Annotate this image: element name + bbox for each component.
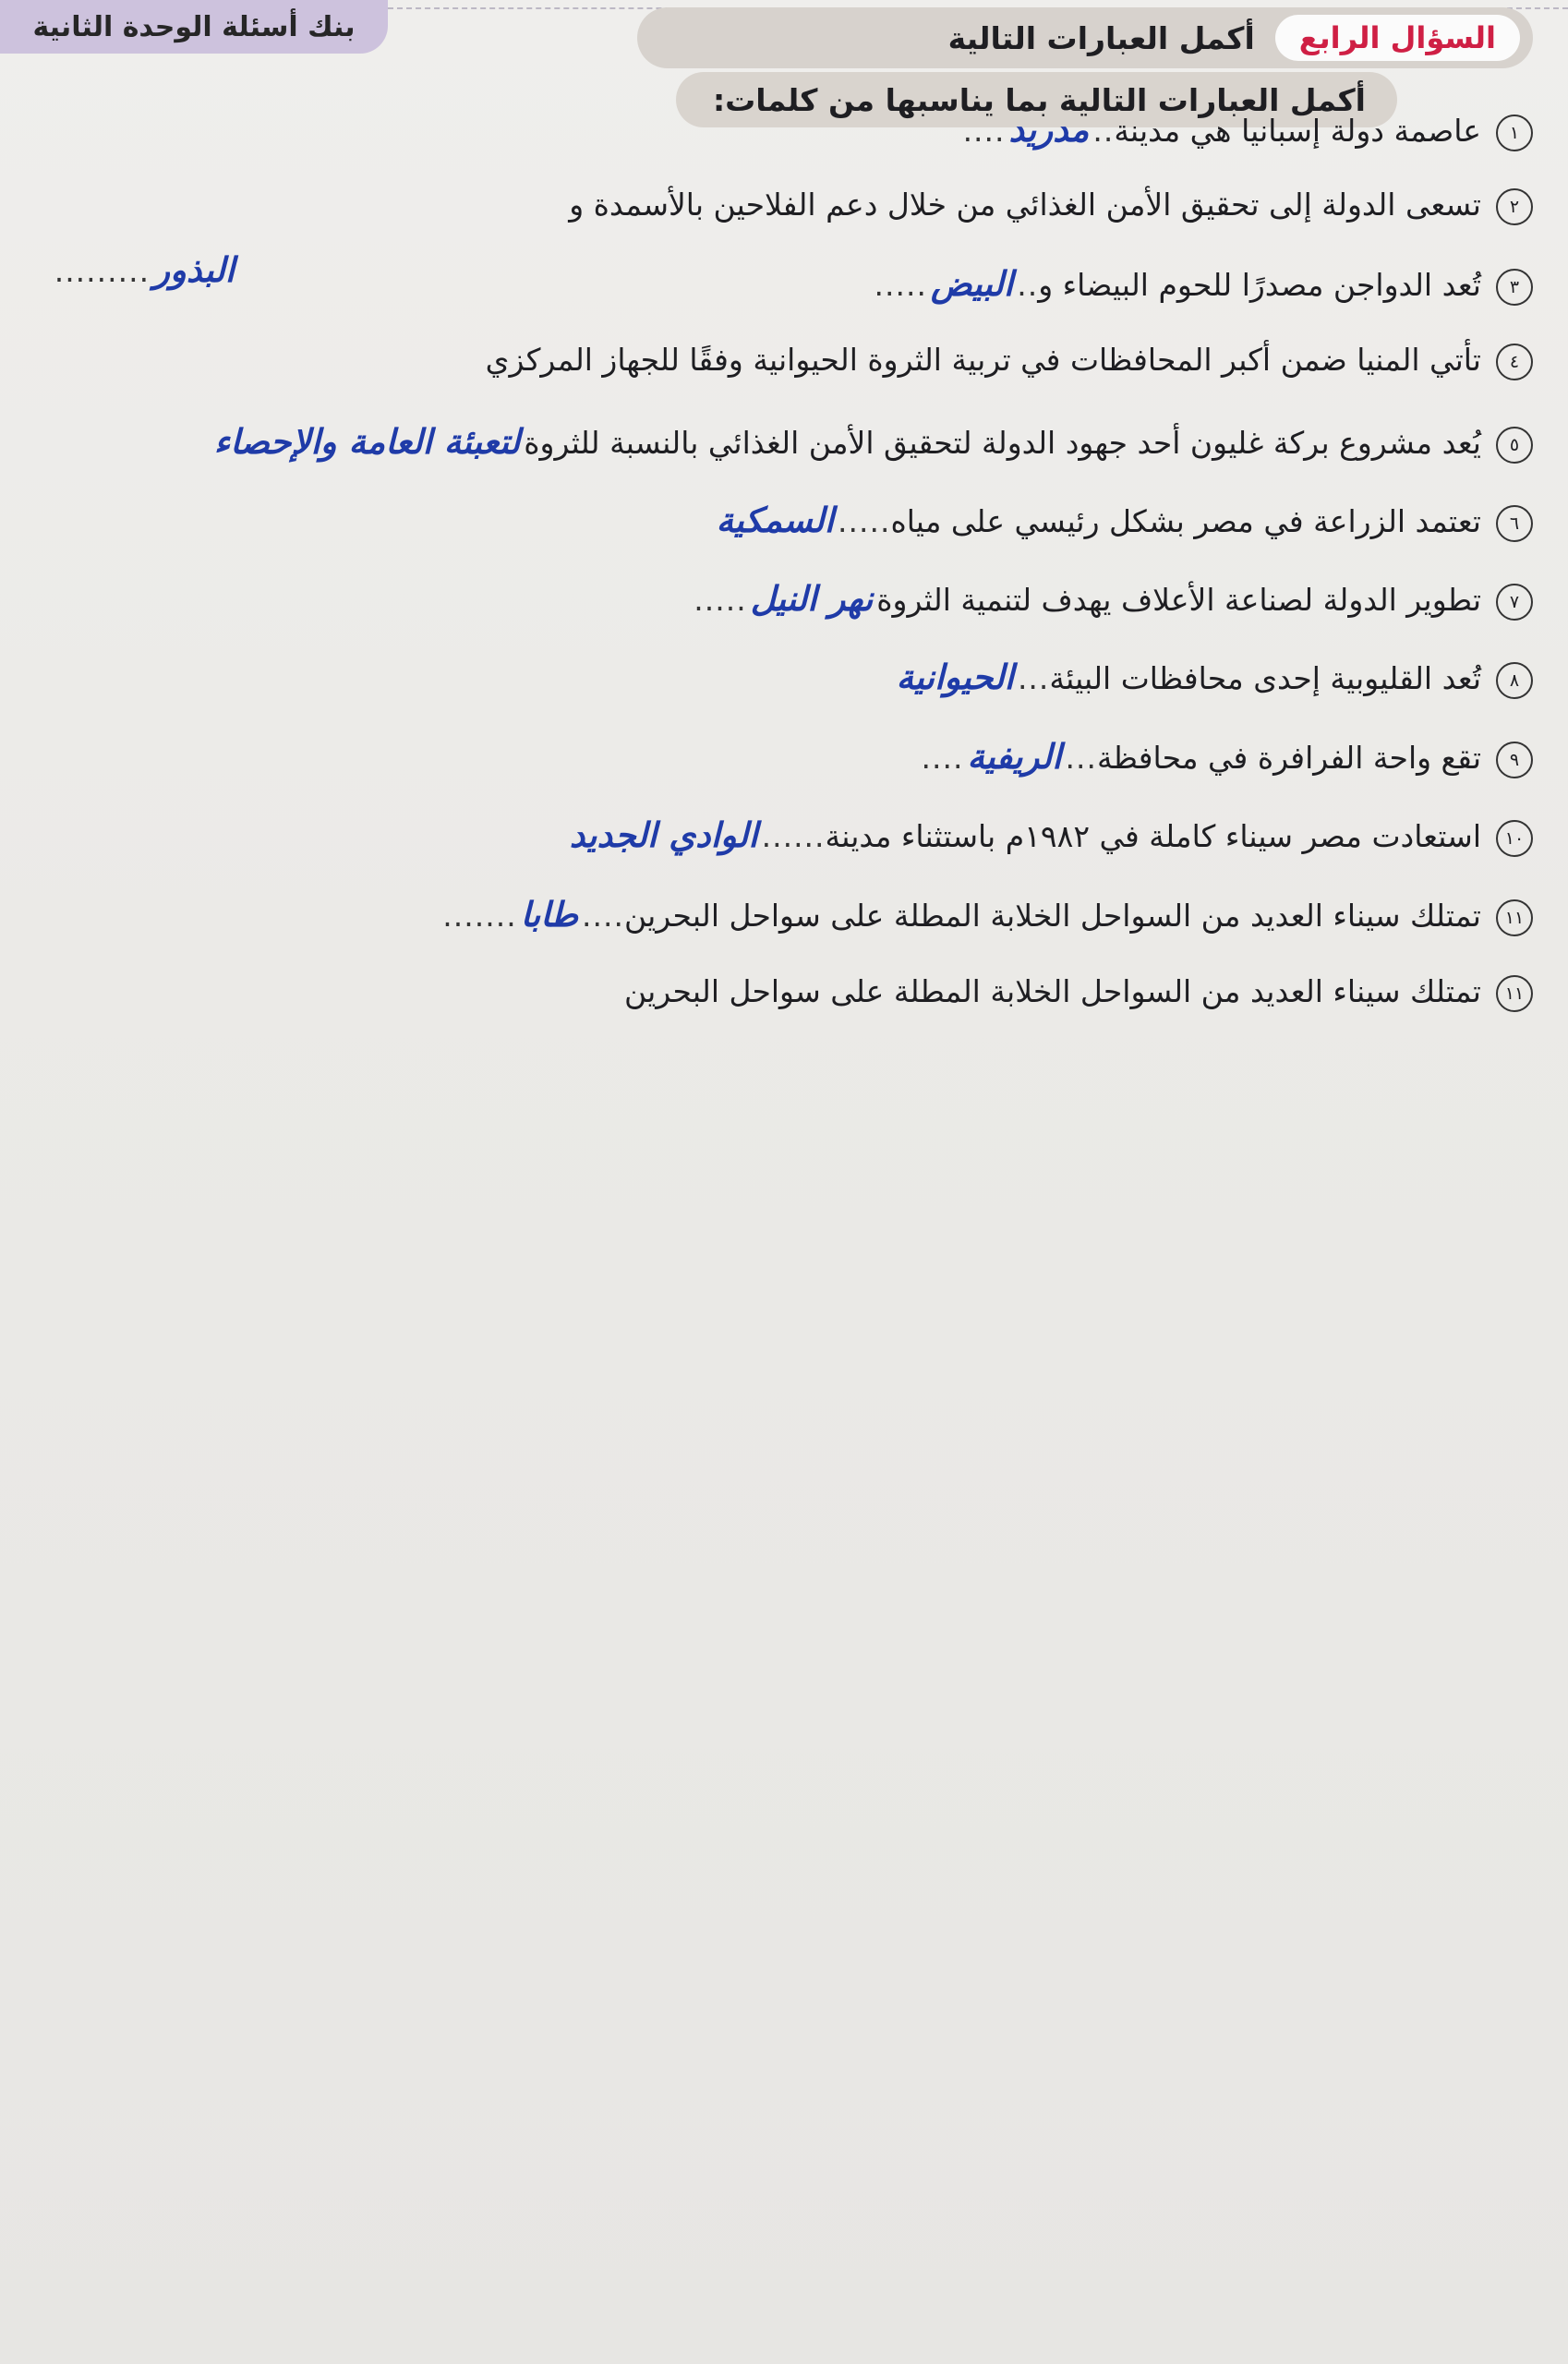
item-text: تُعد القليوبية إحدى محافظات البيئة	[1049, 660, 1481, 696]
unit-header-title: بنك أسئلة الوحدة الثانية	[32, 10, 356, 43]
item-number: ٩	[1496, 742, 1533, 778]
q4-title: السؤال الرابع	[1275, 15, 1520, 61]
item-text: تمتلك سيناء العديد من السواحل الخلابة المطلة على سواحل البحرين	[624, 973, 1481, 1009]
q4-item	[566, 814, 1533, 860]
q4-item	[486, 342, 1533, 383]
unit-header-tab	[0, 0, 388, 54]
handwritten-answer: لتعبئة العامة والإحصاء	[213, 421, 521, 462]
item-text: تأتي المنيا ضمن أكبر المحافظات في تربية الثروة الحيوانية وفقًا للجهاز المركزي	[485, 342, 1481, 378]
item-text: تقع واحة الفرافرة في محافظة	[1096, 740, 1481, 776]
item-number: ١٠	[1496, 820, 1533, 857]
item-number: ٤	[1496, 344, 1533, 380]
q4-item	[713, 500, 1533, 545]
item-number: ٧	[1496, 584, 1533, 621]
q4-item	[922, 736, 1533, 781]
blank-dots: ......	[761, 818, 826, 854]
q4-item	[963, 109, 1533, 154]
item-text: عاصمة دولة إسبانيا هي مدينة	[1114, 113, 1481, 149]
handwritten-answer: نهر النيل	[750, 578, 874, 619]
item-number: ١	[1496, 115, 1533, 151]
blank-dots: .....	[837, 503, 891, 539]
handwritten-answer: البذور	[153, 249, 235, 290]
q4-instruction-head: أكمل العبارات التالية	[947, 19, 1255, 56]
item-number: ٢	[1496, 188, 1533, 225]
blank-dots: .....	[694, 582, 747, 618]
blank-dots: ..	[1092, 113, 1115, 149]
handwritten-answer: الوادي الجديد	[569, 814, 758, 855]
handwritten-answer: مدريد	[1008, 109, 1090, 150]
item-text: تمتلك سيناء العديد من السواحل الخلابة المطلة على سواحل البحرين	[624, 898, 1481, 934]
item-number: ٥	[1496, 427, 1533, 464]
item-text: تعتمد الزراعة في مصر بشكل رئيسي على مياه	[890, 503, 1481, 539]
blank-dots: ...	[1065, 740, 1097, 776]
handwritten-answer: الحيوانية	[896, 657, 1014, 697]
q4-item	[569, 187, 1533, 228]
item-text: استعادت مصر سيناء كاملة في ١٩٨٢م باستثناء مدينة	[825, 818, 1481, 854]
q4-item	[624, 973, 1533, 1015]
handwritten-answer: البيض	[931, 263, 1014, 304]
q4-item	[874, 263, 1533, 308]
q4-item	[694, 578, 1533, 623]
item-number: ٨	[1496, 662, 1533, 699]
item-number: ٣	[1496, 269, 1533, 306]
blank-dots: .....	[874, 267, 927, 303]
q4-instruction: أكمل العبارات التالية بما يناسبها من كلمات:	[676, 72, 1397, 127]
q4-item	[442, 894, 1533, 939]
item-text: تطوير الدولة لصناعة الأعلاف يهدف لتنمية الثروة	[876, 582, 1481, 618]
blank-dots: ..	[1017, 267, 1039, 303]
item-number: ٦	[1496, 505, 1533, 542]
q4-item-2-answer	[54, 249, 238, 290]
item-number: ١١	[1496, 975, 1533, 1012]
blank-dots: ....	[921, 740, 964, 776]
item-text: تسعى الدولة إلى تحقيق الأمن الغذائي من خلال دعم الفلاحين بالأسمدة و	[569, 187, 1481, 223]
q4-item	[893, 657, 1533, 702]
blank-dots: ....	[962, 113, 1006, 149]
handwritten-answer: طابا	[520, 894, 579, 935]
blank-dots: ...	[1017, 660, 1050, 696]
handwritten-answer: الريفية	[967, 736, 1062, 777]
item-text: تُعد الدواجن مصدرًا للحوم البيضاء و	[1038, 267, 1481, 303]
q4-title-bar	[637, 7, 1533, 68]
item-number: ١١	[1496, 899, 1533, 936]
handwritten-answer: السمكية	[716, 500, 834, 540]
blank-dots: .......	[442, 898, 517, 934]
blank-dots: .........	[54, 253, 151, 289]
blank-dots: ....	[582, 898, 624, 934]
item-text: يُعد مشروع بركة غليون أحد جهود الدولة لتحقيق الأمن الغذائي بالنسبة للثروة	[524, 425, 1481, 461]
q4-item	[211, 421, 1533, 466]
